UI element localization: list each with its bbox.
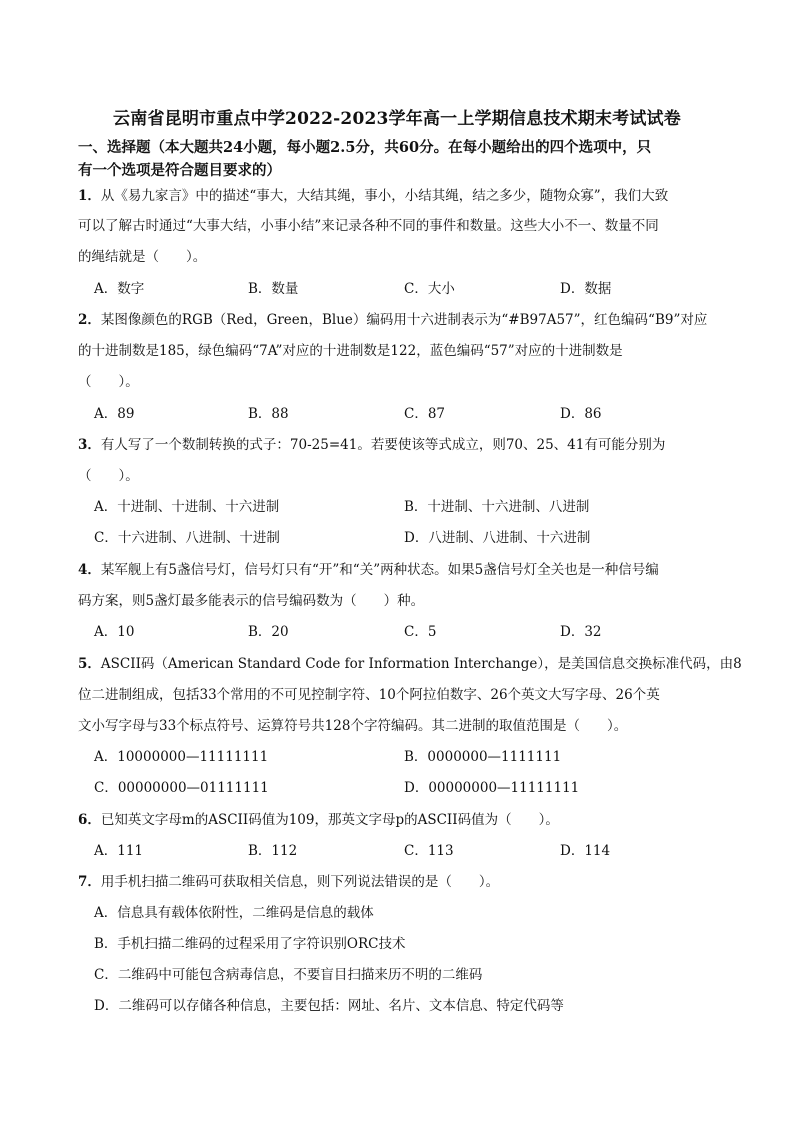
question-1-option-b: B．数量 [248,281,299,297]
question-2-line-2: 的十进制数是185，绿色编码“7A”对应的十进制数是122，蓝色编码“57”对应的十进制数是 [78,343,623,359]
question-5-option-c: C．00000000—01111111 [94,780,269,796]
question-4-option-c: C．5 [404,624,437,640]
question-4-option-b: B．20 [248,624,289,640]
question-5-number: 5． [78,656,101,672]
question-3-option-c: C．十六进制、八进制、十进制 [94,530,280,546]
question-2-option-a: A．89 [94,406,135,422]
question-3-number: 3． [78,437,101,453]
question-1-line-3: 的绳结就是（ ）。 [78,249,207,265]
question-1-option-c: C．大小 [404,281,455,297]
question-4-option-d: D．32 [560,624,602,640]
question-1-option-d: D．数据 [560,281,612,297]
question-5-line-2: 位二进制组成，包括33个常用的不可见控制字符、10个阿拉伯数字、26个英文大写字母、26个英 [78,687,660,703]
question-5-line-1: 5．ASCII码（American Standard Code for Information Interchange），是美国信息交换标准代码，由8 [78,656,742,672]
question-3-option-b: B．十进制、十六进制、八进制 [404,499,590,515]
question-2-line-3: （ ）。 [78,374,139,390]
question-2-option-b: B．88 [248,406,289,422]
question-6-option-c: C．113 [404,843,454,859]
question-5-option-b: B．0000000—1111111 [404,749,562,765]
section-heading-line1: 一、选择题（本大题共24小题，每小题2.5分，共60分。在每小题给出的四个选项中，只 [78,139,652,156]
question-3-option-a: A．十进制、十进制、十六进制 [94,499,280,515]
question-5-option-a: A．10000000—11111111 [94,749,269,765]
question-7-option-d: D．二维码可以存储各种信息，主要包括：网址、名片、文本信息、特定代码等 [94,998,564,1014]
question-4-number: 4． [78,562,101,578]
question-1-line-2: 可以了解古时通过“大事大结，小事小结”来记录各种不同的事件和数量。这些大小不一、数量不同 [78,218,659,234]
question-4-line-2: 码方案，则5盏灯最多能表示的信号编码数为（ ）种。 [78,593,425,609]
question-7-option-b: B．手机扫描二维码的过程采用了字符识别ORC技术 [94,936,406,952]
question-6-line-1: 6．已知英文字母m的ASCII码值为109，那英文字母p的ASCII码值为（ ）。 [78,812,559,828]
question-4-option-a: A．10 [94,624,135,640]
question-6-option-d: D．114 [560,843,611,859]
question-4-line-1: 4．某军舰上有5盏信号灯，信号灯只有“开”和“关”两种状态。如果5盏信号灯全关也是一种信号编 [78,562,659,578]
question-2-number: 2． [78,312,101,328]
question-3-line-1: 3．有人写了一个数制转换的式子：70-25=41。若要使该等式成立，则70、25、41有可能分别为 [78,437,666,453]
question-5-option-d: D．00000000—11111111 [404,780,580,796]
question-1-option-a: A．数字 [94,281,145,297]
question-6-option-b: B．112 [248,843,298,859]
question-7-line-1: 7．用手机扫描二维码可获取相关信息，则下列说法错误的是（ ）。 [78,874,500,890]
question-2-line-1: 2．某图像颜色的RGB（Red，Green，Blue）编码用十六进制表示为“#B97A57”，红色编码“B9”对应 [78,312,708,328]
question-3-line-2: （ ）。 [78,468,139,484]
question-1-number: 1． [78,188,101,204]
question-7-number: 7． [78,874,101,890]
question-7-option-c: C．二维码中可能包含病毒信息，不要盲目扫描来历不明的二维码 [94,967,483,983]
question-1-line-1: 1．从《易九家言》中的描述“事大，大结其绳，事小，小结其绳，结之多少，随物众寡”，我们大致 [78,188,669,204]
question-6-option-a: A．111 [94,843,144,859]
question-2-option-c: C．87 [404,406,446,422]
question-6-number: 6． [78,812,101,828]
exam-title: 云南省昆明市重点中学2022-2023学年高一上学期信息技术期末考试试卷 [113,109,681,129]
question-2-option-d: D．86 [560,406,602,422]
question-3-option-d: D．八进制、八进制、十六进制 [404,530,591,546]
section-heading-line2: 有一个选项是符合题目要求的） [78,162,281,179]
question-5-line-3: 文小写字母与33个标点符号、运算符号共128个字符编码。其二进制的取值范围是（ ）。 [78,718,628,734]
question-7-option-a: A．信息具有载体依附性，二维码是信息的载体 [94,905,374,921]
